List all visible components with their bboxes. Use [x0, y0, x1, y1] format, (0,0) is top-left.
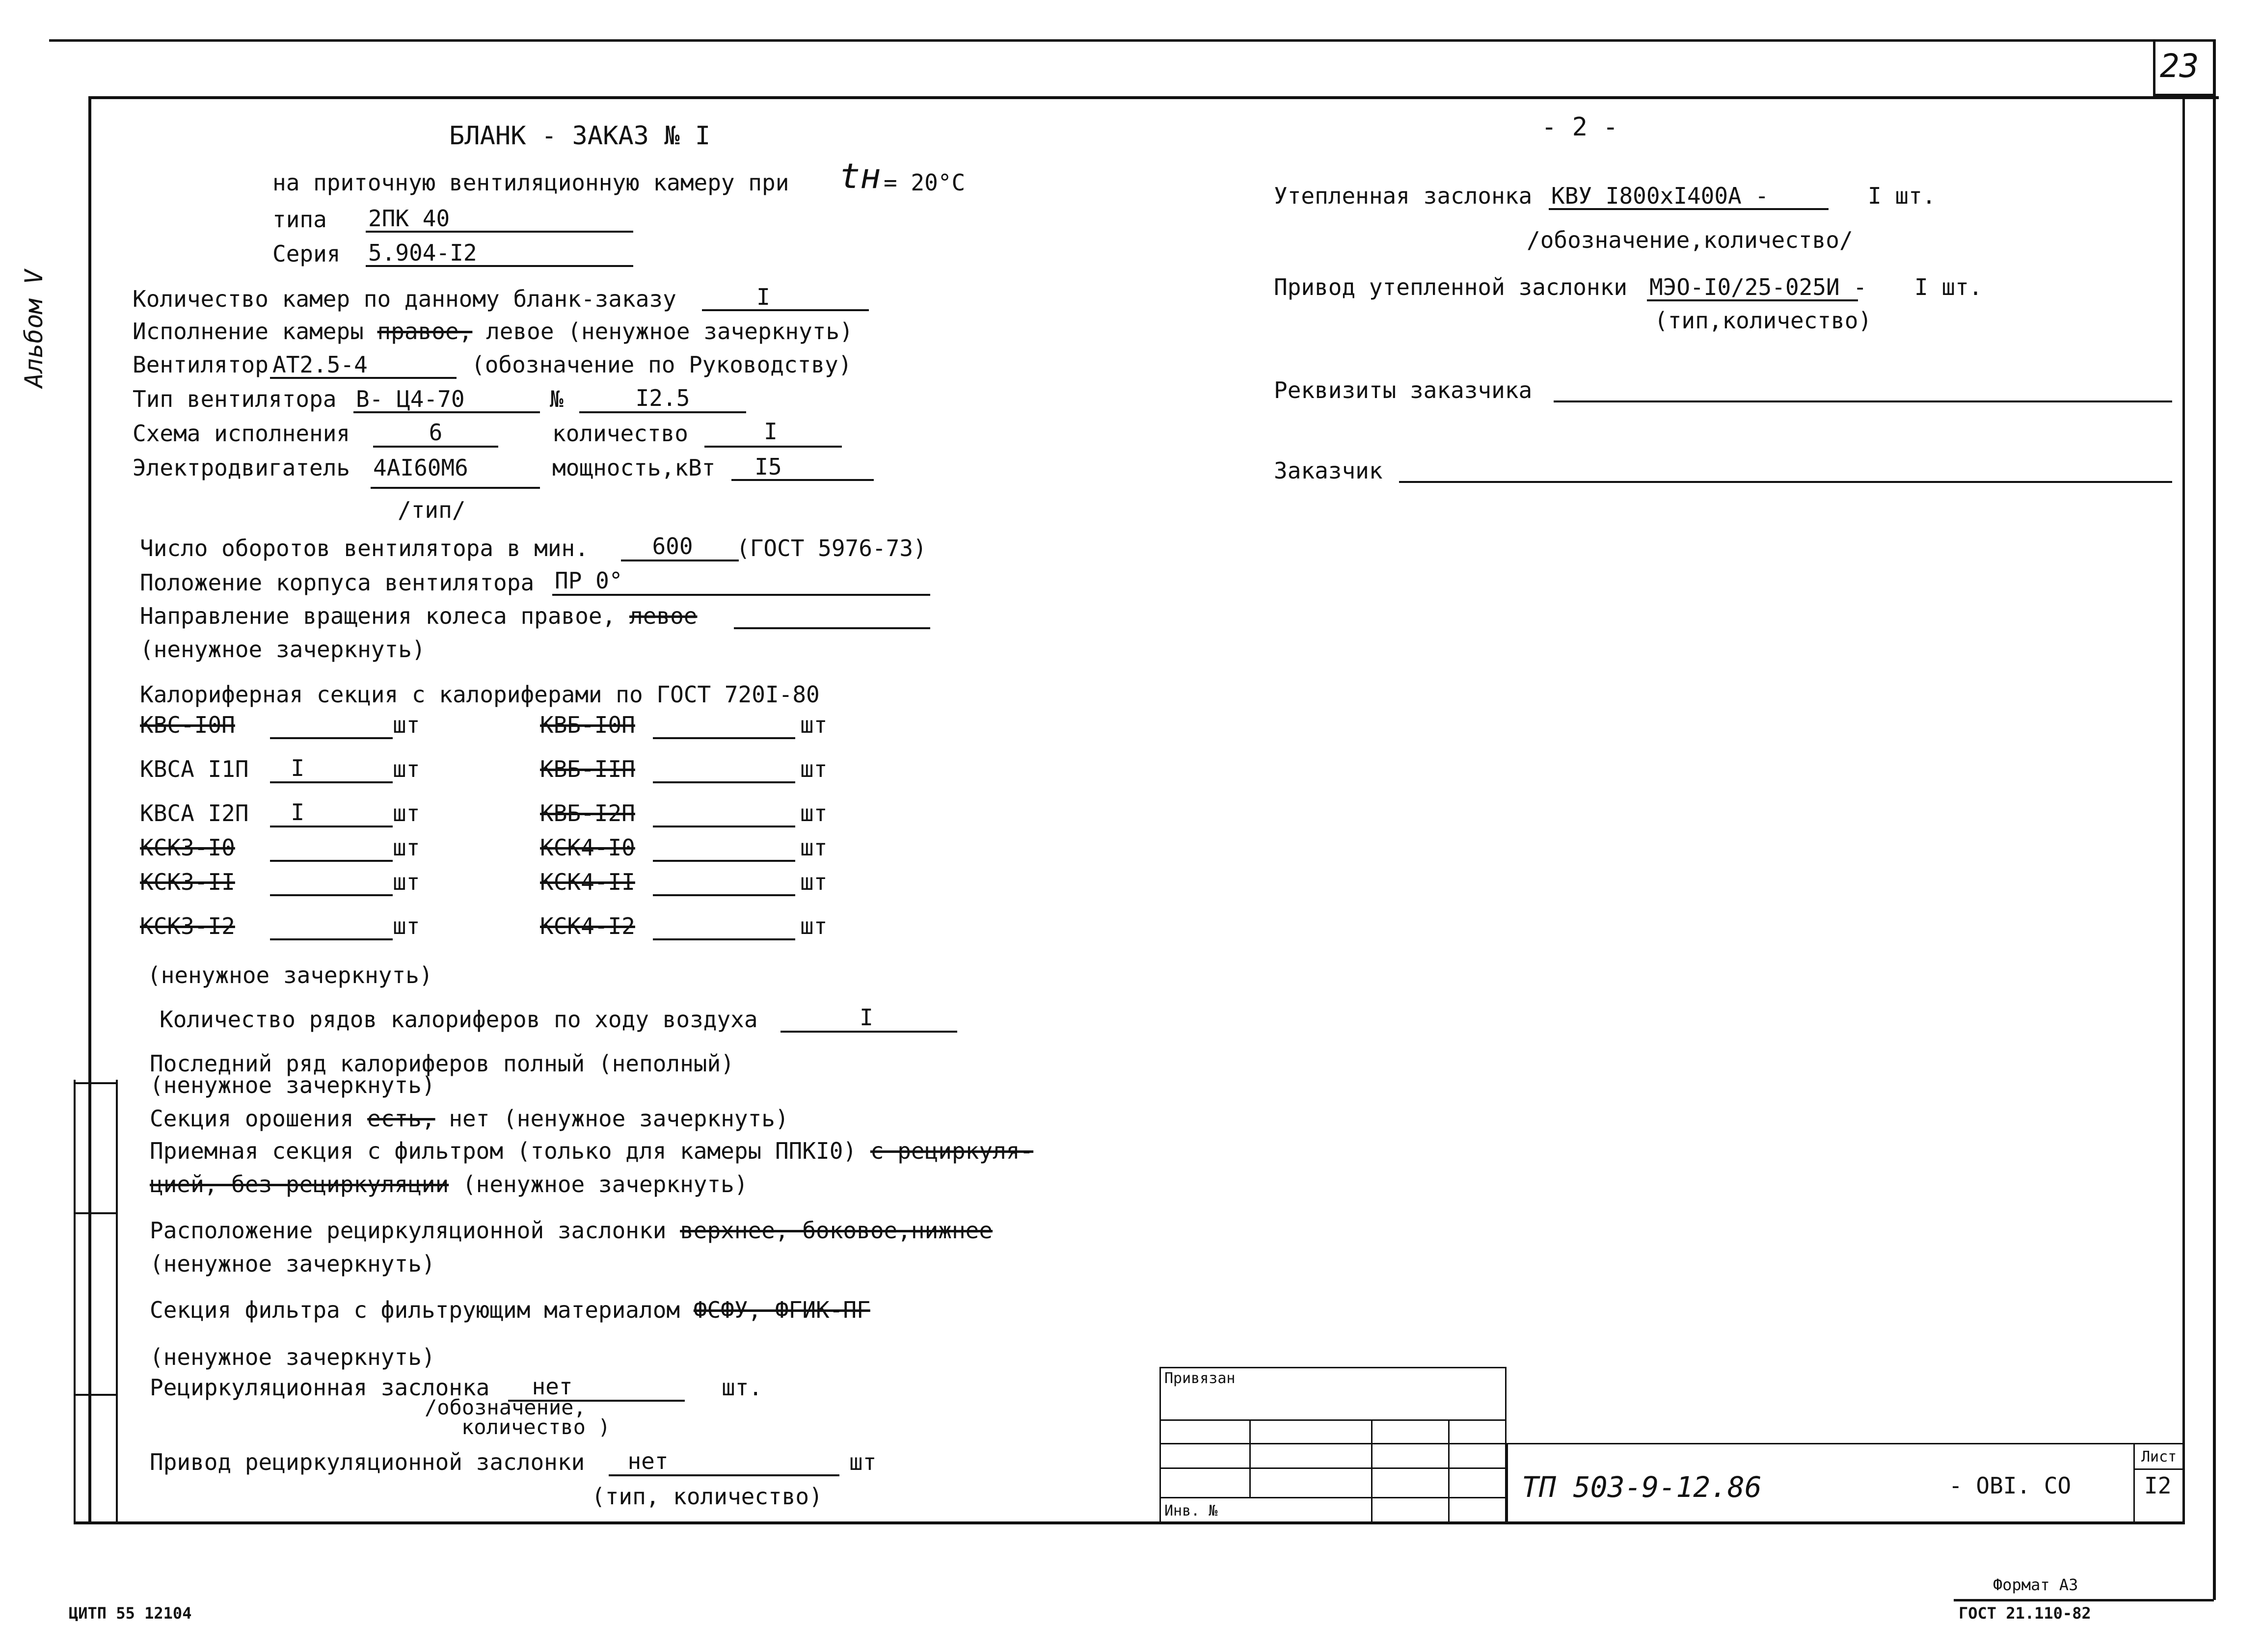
- rows-label: Количество рядов калориферов по ходу воздуха: [160, 1006, 758, 1033]
- left-heater-value: I: [291, 755, 305, 781]
- drive-underline: [1647, 299, 1858, 301]
- right-heater-unit: шт: [800, 800, 828, 826]
- frame-outer-bottom: [1954, 1599, 2214, 1601]
- recirc-drive-note: (тип, количество): [592, 1483, 823, 1510]
- subtitle: на приточную вентиляционную камеру при: [272, 169, 789, 196]
- recirc-drive-value: нет: [627, 1448, 669, 1474]
- rotation-row: [140, 603, 698, 629]
- right-heater-unit: шт: [800, 869, 828, 895]
- right-heater-underline: [653, 781, 795, 783]
- execution-row: [133, 318, 853, 345]
- left-heater-value: I: [291, 799, 305, 826]
- stamp-row-line-3: [1159, 1467, 1507, 1469]
- requisites-label: Реквизиты заказчика: [1274, 377, 1533, 403]
- left-heater-name: КВС-I0П: [140, 712, 235, 738]
- recirc-damper-value: нет: [532, 1373, 573, 1400]
- fan-type-underline: [353, 411, 540, 413]
- right-heater-underline: [653, 737, 795, 739]
- spray-rest: нет (ненужное зачеркнуть): [449, 1105, 789, 1132]
- damper-note: /обозначение,количество/: [1527, 227, 1853, 253]
- right-heater-unit: шт: [800, 913, 828, 939]
- stamp-linked-block: [1159, 1367, 1507, 1524]
- customer-label: Заказчик: [1274, 457, 1383, 484]
- power-underline: [731, 479, 874, 481]
- stamp-main-left: [1507, 1443, 1508, 1524]
- left-heater-name: КСК3-I2: [140, 913, 235, 939]
- scheme-value: 6: [429, 419, 443, 446]
- page-mark: - 2 -: [1541, 112, 1618, 142]
- spray-prefix: Секция орошения: [150, 1105, 354, 1132]
- left-heater-name: КВСА I1П: [140, 756, 249, 782]
- top-edge-line: [49, 39, 2209, 42]
- intake-prefix: Приемная секция с фильтром (только для камеры ППКI0): [150, 1138, 857, 1164]
- damper-label: Утепленная заслонка: [1274, 183, 1533, 209]
- rpm-gost: (ГОСТ 5976-73): [736, 535, 927, 561]
- left-heater-name: КВСА I2П: [140, 800, 249, 826]
- rpm-value: 600: [652, 533, 693, 560]
- fan-no-underline: [579, 411, 746, 413]
- drive-label: Привод утепленной заслонки: [1274, 274, 1628, 300]
- right-heater-unit: шт: [800, 834, 828, 861]
- form-title: БЛАНК - ЗАКАЗ № I: [449, 121, 711, 151]
- stamp-col-line-2: [1371, 1419, 1373, 1524]
- series-value: 5.904-I2: [368, 240, 477, 266]
- stamp-row-line-4: [1159, 1497, 1507, 1498]
- heater-section-label: Калориферная секция с калориферами по ГОСТ 720I-80: [140, 681, 820, 708]
- intake-struck-2: цией, без рециркуляции: [150, 1171, 449, 1198]
- rpm-label: Число оборотов вентилятора в мин.: [140, 535, 589, 561]
- stamp-inv-label: Инв. №: [1164, 1502, 1218, 1519]
- intake-row-1: [150, 1138, 1033, 1164]
- rpm-underline: [621, 560, 739, 561]
- left-heater-unit: шт: [393, 756, 420, 782]
- scheme-underline: [373, 446, 498, 448]
- last-row-label: Последний ряд калориферов полный (неполный): [150, 1050, 734, 1077]
- right-heater-name: КСК4-II: [540, 869, 635, 895]
- temperature-symbol: tн: [839, 156, 881, 196]
- filter-label: Секция фильтра с фильтрующим материалом: [150, 1297, 680, 1323]
- unneeded-note-5: (ненужное зачеркнуть): [150, 1344, 435, 1370]
- left-heater-unit: шт: [393, 913, 420, 939]
- left-heater-underline: [270, 826, 393, 827]
- left-heater-underline: [270, 894, 393, 896]
- rotation-underline: [734, 627, 930, 629]
- requisites-underline[interactable]: [1554, 400, 2172, 402]
- fan-underline: [270, 377, 457, 379]
- stamp-row-line-2: [1159, 1443, 1507, 1444]
- drive-note: (тип,количество): [1654, 307, 1872, 334]
- rotation-struck: левое: [629, 603, 698, 629]
- temperature-value: = 20°С: [884, 169, 966, 196]
- intake-rest: (ненужное зачеркнуть): [462, 1171, 748, 1198]
- rotation-label: Направление вращения колеса правое,: [140, 603, 616, 629]
- qty-label: количество: [552, 420, 688, 447]
- rows-value: I: [860, 1004, 873, 1031]
- left-heater-underline: [270, 860, 393, 862]
- frame-left: [88, 96, 91, 1522]
- right-heater-unit: шт: [800, 712, 828, 738]
- sheet-label: Лист: [2141, 1448, 2177, 1465]
- binding-strip-line-1: [74, 1082, 117, 1084]
- recirc-damper-note-1: /обозначение,: [425, 1395, 586, 1419]
- customer-underline[interactable]: [1399, 481, 2172, 483]
- unneeded-note-1: (ненужное зачеркнуть): [140, 636, 426, 663]
- left-heater-underline: [270, 737, 393, 739]
- right-heater-name: КВБ-IIП: [540, 756, 635, 782]
- right-heater-underline: [653, 938, 795, 940]
- fan-label: Вентилятор: [133, 351, 269, 378]
- left-heater-unit: шт: [393, 800, 420, 826]
- sheet-box-divider: [2133, 1468, 2184, 1470]
- execution-rest: левое (ненужное зачеркнуть): [486, 318, 853, 345]
- page-number: 23: [2160, 47, 2199, 85]
- sheet-value: I2: [2144, 1472, 2172, 1499]
- type-value: 2ПК 40: [368, 205, 450, 232]
- stamp-col-line-3: [1448, 1419, 1450, 1524]
- right-heater-underline: [653, 826, 795, 827]
- right-heater-name: КВБ-I0П: [540, 712, 635, 738]
- filter-row: [150, 1297, 870, 1323]
- recirc-drive-unit: шт: [849, 1449, 877, 1475]
- damper-qty: I шт.: [1868, 183, 1936, 209]
- power-value: I5: [754, 453, 782, 480]
- execution-struck: правое,: [377, 318, 473, 345]
- motor-label: Электродвигатель: [133, 454, 350, 481]
- right-heater-name: КВБ-I2П: [540, 800, 635, 826]
- right-heater-underline: [653, 860, 795, 862]
- rows-underline: [781, 1031, 957, 1033]
- left-heater-name: КСК3-II: [140, 869, 235, 895]
- doc-suffix: - ОВI. СО: [1949, 1472, 2072, 1499]
- frame-bottom: [74, 1521, 2184, 1524]
- damper-value: КВУ I800хI400А -: [1551, 183, 1769, 209]
- stamp-row-line-1: [1159, 1419, 1507, 1421]
- unneeded-note-2: (ненужное зачеркнуть): [147, 962, 433, 988]
- recirc-position-label: Расположение рециркуляционной заслонки: [150, 1217, 667, 1244]
- intake-struck-1: с рециркуля-: [870, 1138, 1034, 1164]
- drive-value: МЭО-I0/25-025И -: [1649, 274, 1867, 300]
- recirc-drive-label: Привод рециркуляционной заслонки: [150, 1449, 585, 1475]
- spray-row: [150, 1105, 789, 1132]
- recirc-damper-label: Рециркуляционная заслонка: [150, 1374, 490, 1401]
- recirc-position-struck: верхнее, боковое,нижнее: [680, 1217, 993, 1244]
- stamp-linked-label: Привязан: [1164, 1370, 1236, 1387]
- chambers-underline: [702, 309, 869, 311]
- housing-label: Положение корпуса вентилятора: [140, 569, 535, 596]
- left-heater-unit: шт: [393, 869, 420, 895]
- recirc-damper-note-2: количество ): [461, 1415, 611, 1439]
- right-heater-name: КСК4-I0: [540, 834, 635, 861]
- left-heater-unit: шт: [393, 834, 420, 861]
- unneeded-note-4: (ненужное зачеркнуть): [150, 1251, 435, 1277]
- type-label: типа: [272, 206, 327, 233]
- series-underline: [366, 265, 633, 267]
- binding-strip: [74, 1080, 76, 1521]
- right-heater-name: КСК4-I2: [540, 913, 635, 939]
- unneeded-note-3: (ненужное зачеркнуть): [150, 1072, 435, 1098]
- left-heater-unit: шт: [393, 712, 420, 738]
- stamp-main-top: [1507, 1443, 2184, 1444]
- chambers-label: Количество камер по данному бланк-заказу: [133, 286, 676, 312]
- fan-value: АТ2.5-4: [272, 351, 368, 378]
- binding-strip-inner: [116, 1080, 118, 1521]
- fan-type-value: В- Ц4-70: [356, 386, 465, 412]
- qty-value: I: [764, 418, 778, 445]
- left-heater-underline: [270, 938, 393, 940]
- motor-type-note: /тип/: [398, 497, 466, 523]
- stamp-col-line-1: [1249, 1419, 1251, 1498]
- chambers-value: I: [756, 284, 770, 310]
- footer-gost: ГОСТ 21.110-82: [1959, 1604, 2091, 1623]
- execution-label: Исполнение камеры: [133, 318, 364, 345]
- binding-strip-line-3: [74, 1394, 117, 1396]
- motor-underline: [371, 487, 540, 489]
- doc-code: ТП 503-9-12.86: [1522, 1470, 1762, 1504]
- scheme-label: Схема исполнения: [133, 420, 350, 447]
- drive-qty: I шт.: [1914, 274, 1983, 300]
- recirc-drive-underline: [609, 1474, 839, 1476]
- binding-strip-line-2: [74, 1212, 117, 1214]
- album-label: Альбом V: [20, 269, 48, 388]
- recirc-damper-unit: шт.: [722, 1374, 763, 1401]
- frame-inner-right: [2182, 96, 2185, 1524]
- type-underline: [366, 231, 633, 233]
- intake-row-2: [150, 1171, 748, 1198]
- footer-left-code: ЦИТП 55 12104: [69, 1604, 192, 1623]
- damper-underline: [1549, 208, 1829, 210]
- fan-no-label: №: [550, 386, 564, 412]
- power-label: мощность,кВт: [552, 454, 716, 481]
- right-heater-unit: шт: [800, 756, 828, 782]
- fan-no-value: I2.5: [635, 385, 690, 411]
- housing-value: ПР 0°: [555, 567, 623, 594]
- fan-note: (обозначение по Руководству): [471, 351, 852, 378]
- footer-format: Формат А3: [1993, 1575, 2078, 1594]
- left-heater-underline: [270, 781, 393, 783]
- frame-outer-right: [2213, 39, 2216, 1600]
- series-label: Серия: [272, 240, 341, 267]
- recirc-position-row: [150, 1217, 993, 1244]
- housing-underline: [552, 594, 930, 596]
- right-heater-underline: [653, 894, 795, 896]
- left-heater-name: КСК3-I0: [140, 834, 235, 861]
- frame-top: [88, 96, 2219, 99]
- qty-underline: [704, 446, 842, 448]
- fan-type-label: Тип вентилятора: [133, 386, 337, 412]
- spray-struck: есть,: [367, 1105, 435, 1132]
- filter-struck: ФСФУ, ФГИК-ПГ: [693, 1297, 870, 1323]
- motor-value: 4АI60М6: [373, 454, 468, 481]
